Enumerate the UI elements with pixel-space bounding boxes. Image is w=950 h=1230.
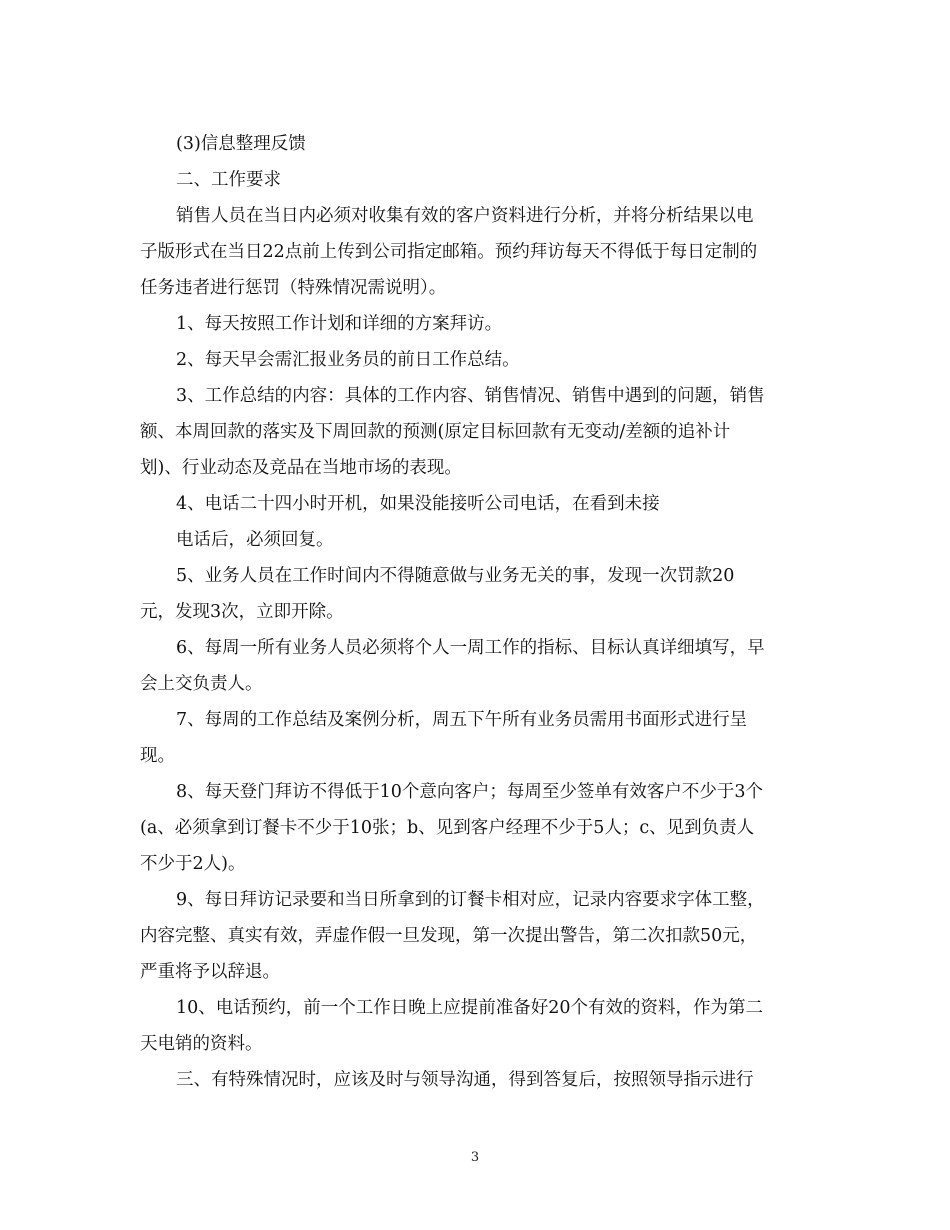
- text-line: 划)、行业动态及竞品在当地市场的表现。: [140, 458, 462, 478]
- page-number: 3: [470, 1150, 480, 1165]
- text-line: 子版形式在当日22点前上传到公司指定邮箱。预约拜访每天不得低于每日定制的: [140, 242, 758, 262]
- text-line: 内容完整、真实有效，弄虚作假一旦发现，第一次提出警告，第二次扣款50元，: [140, 926, 758, 946]
- text-line: 天电销的资料。: [140, 1034, 263, 1054]
- text-line: 销售人员在当日内必须对收集有效的客户资料进行分析，并将分析结果以电: [176, 206, 754, 226]
- text-line: 10、电话预约，前一个工作日晚上应提前准备好20个有效的资料，作为第二: [176, 998, 764, 1018]
- text-line: 7、每周的工作总结及案例分析，周五下午所有业务员需用书面形式进行呈: [176, 710, 748, 730]
- text-line: 3、工作总结的内容：具体的工作内容、销售情况、销售中遇到的问题，销售: [176, 386, 765, 406]
- text-line: (a、必须拿到订餐卡不少于10张；b、见到客户经理不少于5人；c、见到负责人: [140, 818, 755, 838]
- text-line: 额、本周回款的落实及下周回款的预测(原定目标回款有无变动/差额的追补计: [140, 422, 731, 442]
- text-line: 元，发现3次，立即开除。: [140, 602, 344, 622]
- text-line: 9、每日拜访记录要和当日所拿到的订餐卡相对应，记录内容要求字体工整，: [176, 890, 765, 910]
- text-line: 8、每天登门拜访不得低于10个意向客户；每周至少签单有效客户不少于3个: [176, 782, 764, 802]
- text-line: 6、每周一所有业务人员必须将个人一周工作的指标、目标认真详细填写，早: [176, 638, 765, 658]
- text-line: 电话后，必须回复。: [176, 530, 334, 550]
- text-line: 2、每天早会需汇报业务员的前日工作总结。: [176, 350, 520, 370]
- text-line: 4、电话二十四小时开机，如果没能接听公司电话，在看到未接: [176, 494, 660, 514]
- text-line: 现。: [140, 746, 175, 766]
- text-line: 1、每天按照工作计划和详细的方案拜访。: [176, 314, 503, 334]
- text-line: 会上交负责人。: [140, 674, 263, 694]
- text-line: 任务违者进行惩罚（特殊情况需说明）。: [140, 278, 447, 298]
- text-line: (3)信息整理反馈: [176, 134, 306, 154]
- document-body: [140, 126, 805, 1098]
- text-line: 严重将予以辞退。: [140, 962, 280, 982]
- text-line: 不少于2人)。: [140, 854, 246, 874]
- text-line: 5、业务人员在工作时间内不得随意做与业务无关的事，发现一次罚款20: [176, 566, 735, 586]
- text-line: 二、工作要求: [176, 170, 281, 190]
- text-line: 三、有特殊情况时，应该及时与领导沟通，得到答复后，按照领导指示进行: [176, 1070, 754, 1090]
